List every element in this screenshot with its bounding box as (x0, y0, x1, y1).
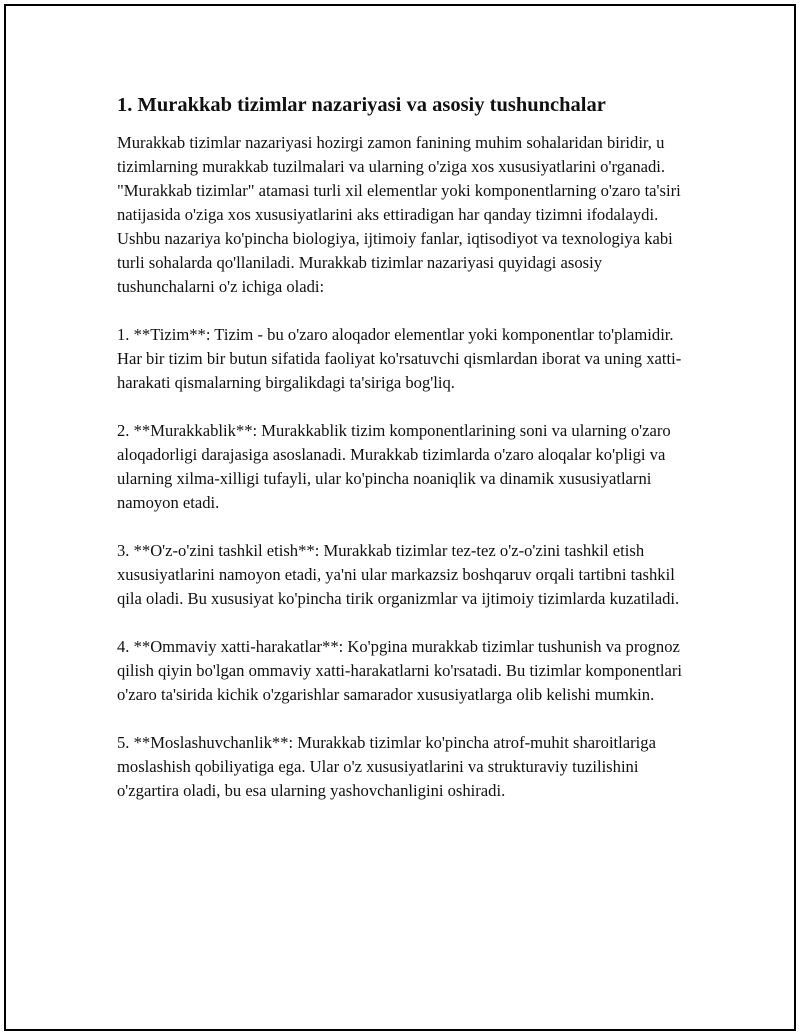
list-item-tizim: 1. **Tizim**: Tizim - bu o'zaro aloqador elementlar yoki komponentlar to'plamidir. Har bir tizim bir butun sifatida faoliyat ko'rsatuvchi qismlardan iborat va uning xatti-harakati qismalarning birgalikdagi ta'siriga bog'liq. (117, 324, 682, 392)
section-heading: 1. Murakkab tizimlar nazariyasi va asosiy tushunchalar (117, 94, 606, 116)
list-item-oz-ozini-tashkil-etish: 3. **O'z-o'zini tashkil etish**: Murakkab tizimlar tez-tez o'z-o'zini tashkil etish xususiyatlarini namoyon etadi, ya'ni ular markazsiz boshqaruv orqali tartibni tashkil qila oladi. Bu xususiyat ko'pincha tirik organizmlar va ijtimoiy tizimlarda kuzatiladi. (117, 540, 680, 608)
list-item-ommaviy-xatti-harakatlar: 4. **Ommaviy xatti-harakatlar**: Ko'pgina murakkab tizimlar tushunish va prognoz qilish qiyin bo'lgan ommaviy xatti-harakatlarni ko'rsatadi. Bu tizimlar komponentlari o'zaro ta'sirida kichik o'zgarishlar samarador xususiyatlarga olib kelishi mumkin. (117, 636, 682, 704)
intro-paragraph: Murakkab tizimlar nazariyasi hozirgi zamon fanining muhim sohalaridan biridir, u tizimlarning murakkab tuzilmalari va ularning o'ziga xos xususiyatlarini o'rganadi. "Murakkab tizimlar" atamasi turli xil elementlar yoki komponentlarning o'zaro ta'siri natijasida o'ziga xos xususiyatlarini aks ettiradigan har qanday tizimni ifodalaydi. Ushbu nazariya ko'pincha biologiya, ijtimoiy fanlar, iqtisodiyot va texnologiya kabi turli sohalarda qo'llaniladi. Murakkab tizimlar nazariyasi quyidagi asosiy tushunchalarni o'z ichiga oladi: (117, 132, 681, 296)
list-item-murakkablik: 2. **Murakkablik**: Murakkablik tizim komponentlarining soni va ularning o'zaro aloqadorligi darajasiga asoslanadi. Murakkab tizimlarda o'zaro aloqalar ko'pligi va ularning xilma-xilligi tufayli, ular ko'pincha noaniqlik va dinamik xususiyatlarni namoyon etadi. (117, 420, 671, 512)
list-item-moslashuvchanlik: 5. **Moslashuvchanlik**: Murakkab tizimlar ko'pincha atrof-muhit sharoitlariga moslashish qobiliyatiga ega. Ular o'z xususiyatlarini va strukturaviy tuzilishini o'zgartira oladi, bu esa ularning yashovchanligini oshiradi. (117, 732, 656, 800)
document-body (117, 92, 687, 827)
